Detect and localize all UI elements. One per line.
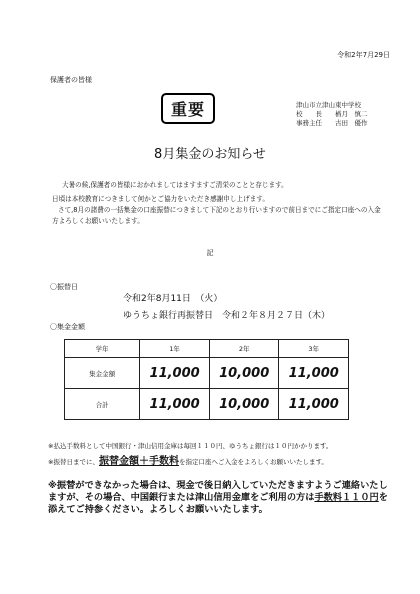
admin-role: 事務主任 bbox=[296, 119, 322, 127]
amount-heading: 〇集金金額 bbox=[50, 323, 85, 331]
deposit-note-pre: ※振替日までに、 bbox=[48, 458, 99, 466]
school-name: 津山市立津山東中学校 bbox=[296, 101, 361, 109]
amount-grade-1: 11,000 bbox=[140, 358, 210, 389]
header-grade-3: 3年 bbox=[279, 340, 349, 358]
header-grade-1: 1年 bbox=[140, 340, 210, 358]
row-label-amount: 集金金額 bbox=[65, 358, 140, 389]
greeting-paragraph: 大暑の候,保護者の皆様におかれましてはますますご清栄のことと存じます。 bbox=[62, 181, 288, 189]
fee-note: ※払込手数料として中国銀行・津山信用金庫は毎回１１０円、ゆうちょ銀行は１０円かかります。 bbox=[48, 442, 333, 450]
amount-grade-3: 11,000 bbox=[279, 358, 349, 389]
admin-name: 古田 優作 bbox=[335, 119, 368, 127]
deposit-note-post: を指定口座へご入金をよろしくお願いいたします。 bbox=[178, 458, 328, 466]
amount-grade-2: 10,000 bbox=[209, 358, 279, 389]
request-paragraph: さて,8月の諸費の一括集金の口座振替につきまして下記のとおり行いますので前日までにご指定口座への入金方よろしくお願いいたします。 bbox=[52, 206, 381, 225]
document-date: 令和2年7月29日 bbox=[337, 51, 390, 59]
table-row bbox=[65, 389, 349, 420]
table-row bbox=[65, 358, 349, 389]
principal-name: 楢月 慎二 bbox=[335, 110, 368, 118]
recipient-line: 保護者の皆様 bbox=[50, 76, 92, 84]
ki-marker: 記 bbox=[206, 249, 214, 257]
table-header-row bbox=[65, 340, 349, 358]
admin-row bbox=[296, 119, 368, 128]
retransfer-date: ゆうちょ銀行再振替日 令和２年８月２７日（木） bbox=[123, 311, 331, 321]
thanks-paragraph: 日頃は本校教育につきまして何かとご協力をいただき感謝申し上げます。 bbox=[52, 195, 269, 203]
header-grade: 学年 bbox=[65, 340, 140, 358]
failed-note-fee: 手数料１１０円 bbox=[314, 492, 379, 503]
school-signature bbox=[296, 101, 368, 128]
principal-role: 校 長 bbox=[296, 110, 322, 118]
total-grade-1: 11,000 bbox=[140, 389, 210, 420]
transfer-heading: 〇振替日 bbox=[50, 283, 78, 291]
principal-row bbox=[296, 110, 368, 119]
failed-note-a: ※振替ができなかった場合は、現金で後日納入していただきますようご連絡いたしますが、その場合、中国銀行または津山信用金庫をご利用の方は bbox=[48, 480, 388, 503]
deposit-note-emphasis: 振替金額＋手数料 bbox=[98, 456, 179, 467]
amount-table bbox=[64, 339, 349, 420]
total-grade-3: 11,000 bbox=[279, 389, 349, 420]
document-title: 8月集金のお知らせ bbox=[154, 147, 266, 162]
row-label-total: 合計 bbox=[65, 389, 140, 420]
deposit-note bbox=[48, 456, 384, 468]
important-badge: 重要 bbox=[161, 93, 215, 124]
failed-note-b: を添えてご持参ください。よろしくお願いいたします。 bbox=[48, 492, 388, 515]
failed-transfer-note bbox=[48, 480, 390, 516]
header-grade-2: 2年 bbox=[209, 340, 279, 358]
total-grade-2: 10,000 bbox=[209, 389, 279, 420]
transfer-date: 令和2年8月11日 （火） bbox=[123, 294, 223, 304]
